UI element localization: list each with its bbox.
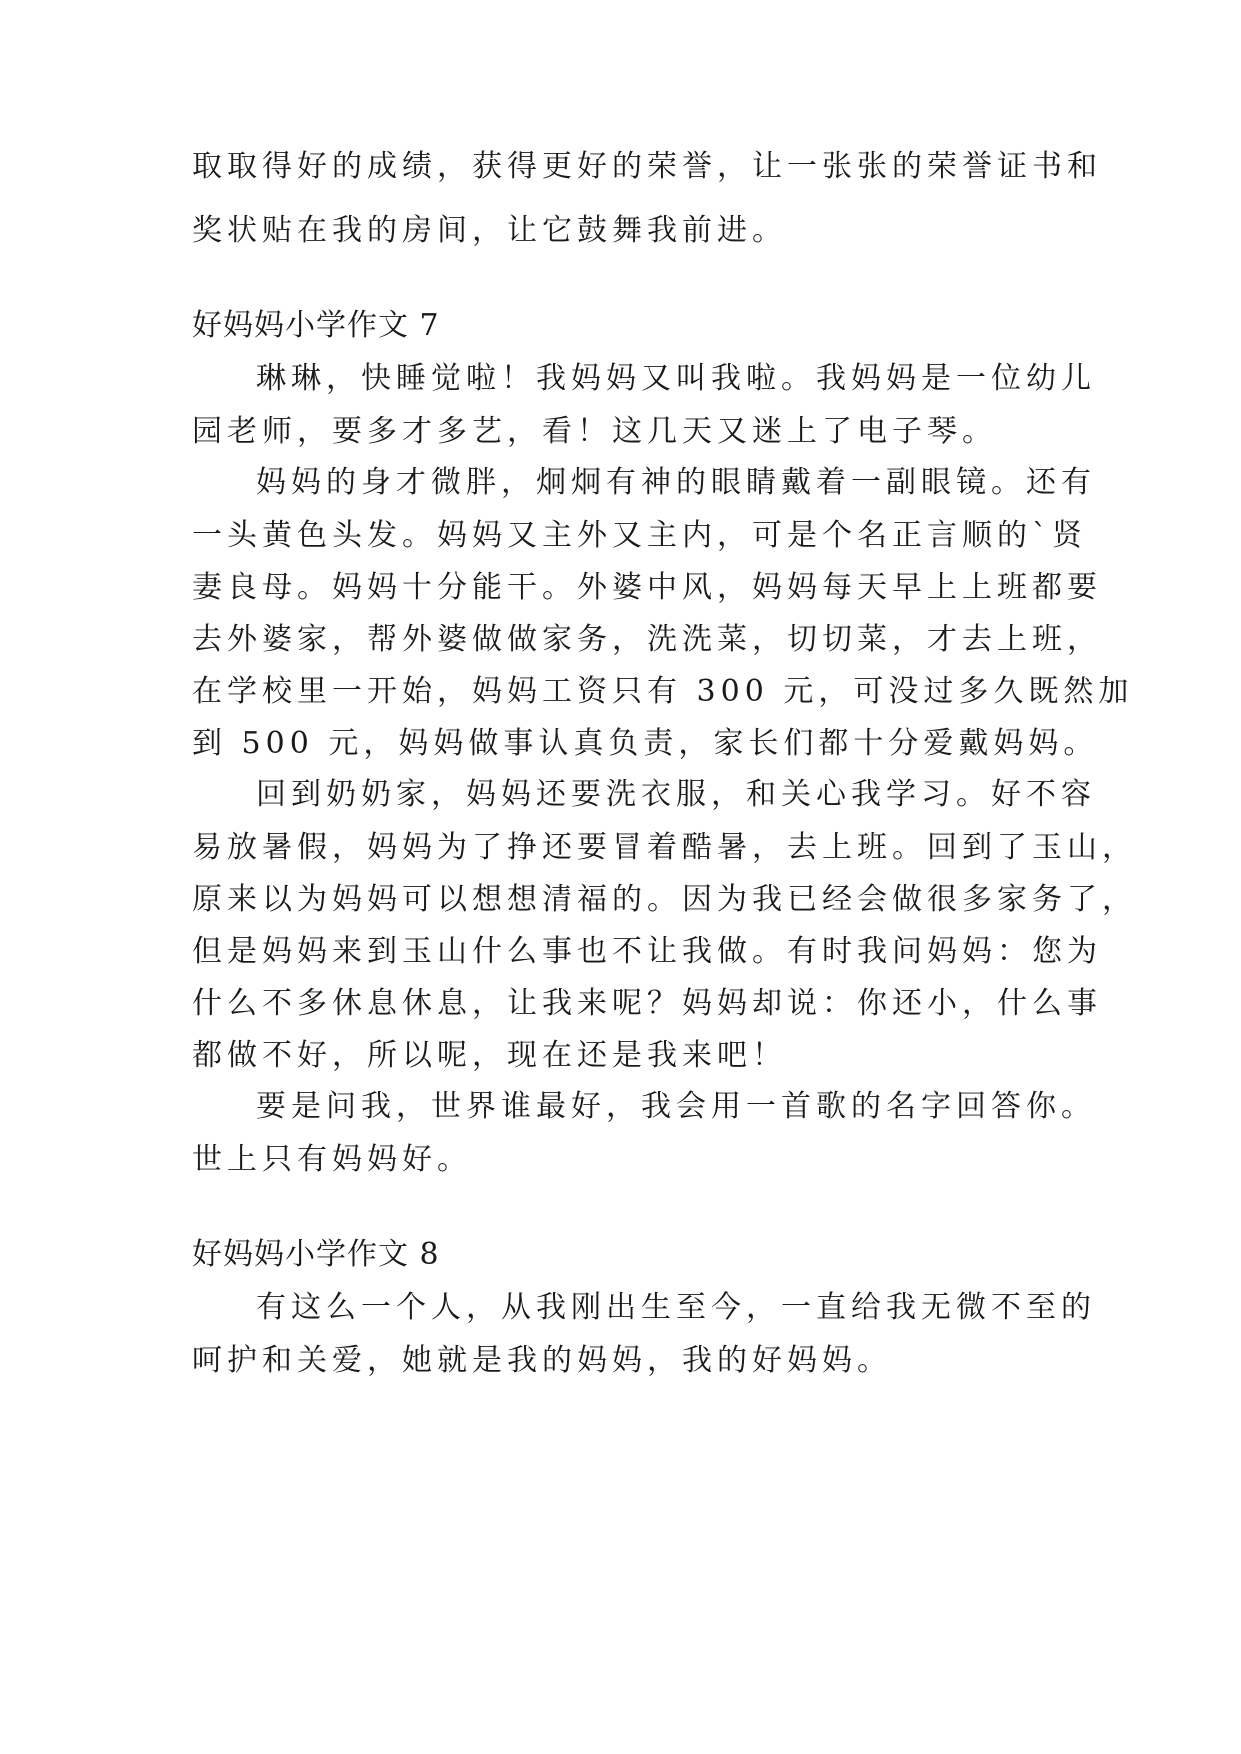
essay-heading: 好妈妈小学作文 8 [192,1237,440,1272]
body-text-line: 什么不多休息休息，让我来呢？妈妈却说：你还小，什么事 [192,986,1102,1021]
body-text-line: 到 500 元，妈妈做事认真负责，家长们都十分爱戴妈妈。 [192,726,1099,761]
body-text-line: 回到奶奶家，妈妈还要洗衣服，和关心我学习。好不容 [256,777,1096,812]
body-text-line: 原来以为妈妈可以想想清福的。因为我已经会做很多家务了， [192,882,1137,917]
body-text-line: 世上只有妈妈好。 [192,1142,472,1177]
body-text-line: 易放暑假，妈妈为了挣还要冒着酷暑，去上班。回到了玉山， [192,830,1137,865]
body-text-line: 在学校里一开始，妈妈工资只有 300 元，可没过多久既然加 [192,674,1134,709]
essay-heading: 好妈妈小学作文 7 [192,308,440,343]
body-text-line: 取取得好的成绩，获得更好的荣誉，让一张张的荣誉证书和 [192,149,1102,184]
body-text-line: 一头黄色头发。妈妈又主外又主内，可是个名正言顺的`贤 [192,518,1087,553]
body-text-line: 去外婆家，帮外婆做做家务，洗洗菜，切切菜，才去上班， [192,622,1102,657]
body-text-line: 但是妈妈来到玉山什么事也不让我做。有时我问妈妈：您为 [192,934,1102,969]
body-text-line: 有这么一个人，从我刚出生至今，一直给我无微不至的 [256,1290,1096,1325]
body-text-line: 奖状贴在我的房间，让它鼓舞我前进。 [192,213,787,248]
body-text-line: 妈妈的身才微胖，炯炯有神的眼睛戴着一副眼镜。还有 [256,465,1096,500]
body-text-line: 妻良母。妈妈十分能干。外婆中风，妈妈每天早上上班都要 [192,570,1102,605]
body-text-line: 都做不好，所以呢，现在还是我来吧！ [192,1038,787,1073]
body-text-line: 要是问我，世界谁最好，我会用一首歌的名字回答你。 [256,1089,1096,1124]
body-text-line: 园老师，要多才多艺，看！这几天又迷上了电子琴。 [192,414,997,449]
body-text-line: 呵护和关爱，她就是我的妈妈，我的好妈妈。 [192,1343,892,1378]
body-text-line: 琳琳，快睡觉啦！我妈妈又叫我啦。我妈妈是一位幼儿 [256,361,1096,396]
